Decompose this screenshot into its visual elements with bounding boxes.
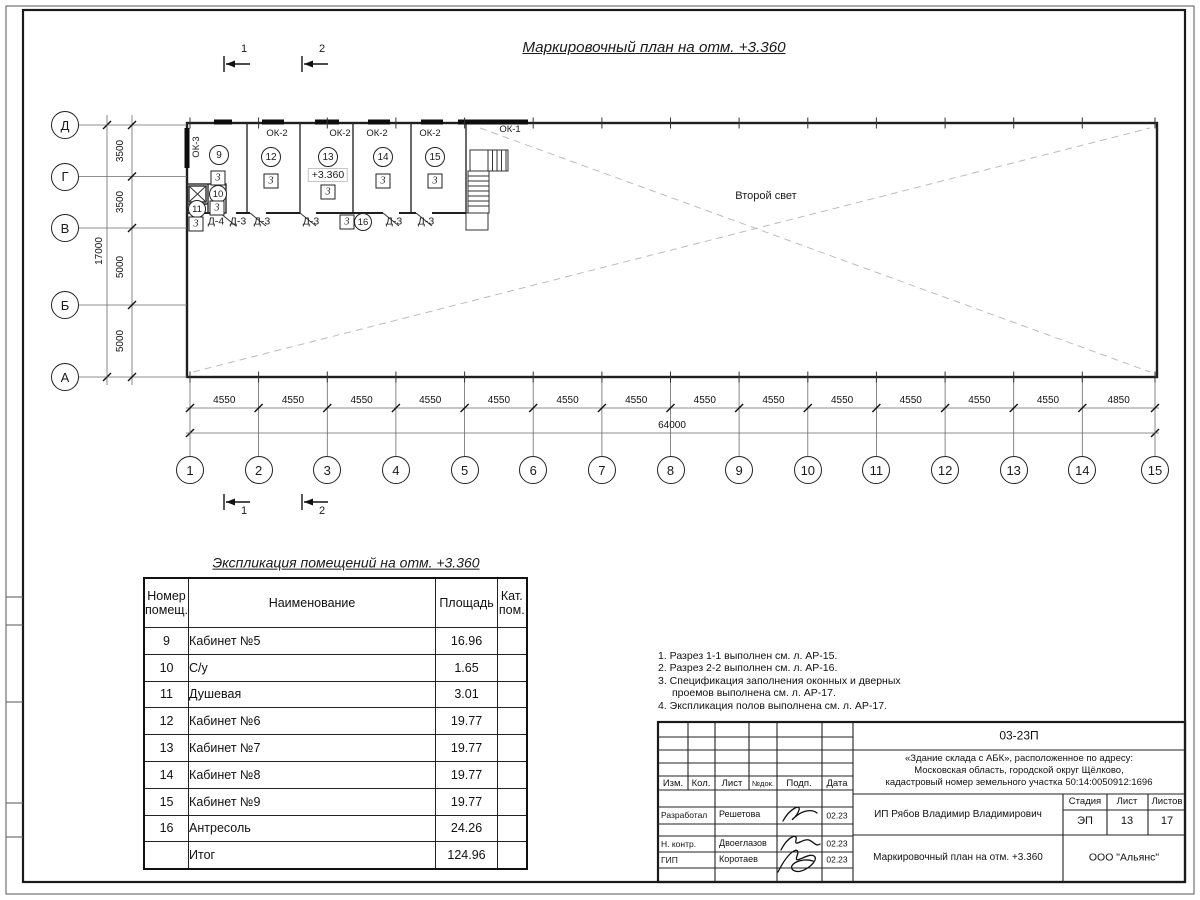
door-label: Д-3 [417,215,435,228]
explication-table [143,577,528,870]
sign-role-2: Н. контр. [661,839,697,849]
column-axis-bubble: 11 [862,456,890,484]
note-line: 1. Разрез 1-1 выполнен см. л. АР-15. [658,650,838,662]
table-cell: 9 [144,628,189,655]
signature-2 [781,836,820,850]
table-cell: Кабинет №5 [189,628,436,655]
table-cell: 19.77 [436,761,498,788]
column-axis-bubble: 5 [451,456,479,484]
room-cat-13: 3 [321,185,336,200]
table-cell: 24.26 [436,815,498,842]
table-cell: 13 [144,735,189,762]
table-cell: Кабинет №8 [189,761,436,788]
table-cell [498,654,527,681]
room-bubble-12: 12 [261,147,281,167]
company-name: ООО "Альянс" [1088,851,1160,864]
column-axis-bubble: 9 [725,456,753,484]
column-axis-bubble: 10 [794,456,822,484]
bay-dim-label: 4550 [899,394,922,406]
table-cell: 15 [144,788,189,815]
window-label-ok2: ОК-2 [266,128,288,140]
column-axis-bubble: 4 [382,456,410,484]
table-cell [498,628,527,655]
margin-stamp-lines [6,597,23,837]
table-cell: Душевая [189,681,436,708]
row-dim-label: 3500 [114,191,126,214]
project-line-2: Московская область, городской округ Щёлково, [914,765,1124,777]
table-row [144,708,527,735]
table-row [144,788,527,815]
col-list: Лист [721,777,743,789]
sheets-value: 17 [1160,815,1174,828]
table-cell: 19.77 [436,788,498,815]
room-cat-16: 3 [340,215,355,230]
sign-date-1: 02.23 [826,810,848,821]
stage-value: ЭП [1077,815,1093,828]
bay-dim-label: 4550 [830,394,854,406]
row-axis-bubble: В [51,214,79,242]
table-cell: Кабинет №6 [189,708,436,735]
table-row [144,681,527,708]
row-dim-label: 5000 [114,329,126,353]
sign-role-1: Разработал [661,810,708,820]
bay-dim-label: 4550 [487,394,511,406]
door-label: Д-3 [253,215,271,228]
row-dim-label: 5000 [114,255,126,278]
room-cat-11: 3 [189,217,204,232]
row-axis-bubble: Г [51,163,79,191]
bay-dim-label: 4550 [419,394,442,406]
column-axis-bubble: 3 [313,456,341,484]
sheets-header: Листов [1151,796,1183,808]
table-row [144,761,527,788]
section-number: 2 [318,505,326,518]
note-line: 2. Разрез 2-2 выполнен см. л. АР-16. [658,662,838,675]
sign-name-2: Двоеглазов [719,838,767,848]
column-axis-bubble: 15 [1141,456,1169,484]
column-axis-bubble: 8 [657,456,685,484]
room-cat-12: 3 [264,174,279,189]
door-label: Д-3 [302,215,320,228]
col-izm: Изм. [662,777,684,789]
table-cell: Кабинет №9 [189,788,436,815]
header-category: Кат. пом. [498,578,527,628]
table-cell: 16 [144,815,189,842]
notes-block [658,650,901,712]
header-name: Наименование [189,578,436,628]
project-line-3: кадастровый номер земельного участка 50:14:0050912:1696 [885,777,1153,789]
void-diagonals [193,128,1150,372]
table-cell: С/у [189,654,436,681]
row-dim-label: 3500 [114,139,126,162]
stair-risers-h [488,150,506,171]
bay-dim-label: 4550 [281,394,305,406]
bay-dim-label: 4550 [762,394,785,406]
room-bubble-9: 9 [209,145,229,165]
header-area: Площадь [436,578,498,628]
row-axis-bubble: Д [51,111,79,139]
col-kol: Кол. [691,777,711,789]
note-line: 4. Экспликация полов выполнена см. л. АР-17. [658,699,887,712]
table-cell: 14 [144,761,189,788]
table-cell: 12 [144,708,189,735]
table-row [144,628,527,655]
row-axis-bubble: А [51,363,79,391]
elevation-label: +3.360 [308,168,348,182]
column-axis-bubble: 1 [176,456,204,484]
note-line: 3. Спецификация заполнения оконных и дверных [658,674,901,687]
sign-date-3: 02.23 [826,854,848,865]
table-cell [498,788,527,815]
bay-dim-label: 4550 [350,394,373,406]
window-label-ok2: ОК-2 [419,128,441,140]
signature-1 [783,807,817,821]
sheet-header: Лист [1116,796,1138,808]
table-cell [498,761,527,788]
table-cell [498,681,527,708]
room-bubble-11: 11 [188,200,206,218]
table-cell: 1.65 [436,654,498,681]
table-row [144,654,527,681]
sign-name-1: Решетова [719,809,761,819]
explication-title: Экспликация помещений на отм. +3.360 [212,554,480,571]
table-row [144,735,527,762]
section-number: 1 [240,505,248,518]
table-cell [498,842,527,869]
column-axis-bubble: 2 [245,456,273,484]
table-cell: 10 [144,654,189,681]
total-dim-bottom: 64000 [658,419,686,431]
col-podp: Подп. [786,777,812,789]
table-cell: Кабинет №7 [189,735,436,762]
window-label-ok3: ОК-3 [191,136,203,158]
table-cell: 19.77 [436,708,498,735]
window-label-ok1: ОК-1 [499,124,521,136]
table-cell: Итог [189,842,436,869]
sheet-value: 13 [1120,815,1134,828]
stage-header: Стадия [1068,796,1102,808]
column-axis-bubble: 14 [1068,456,1096,484]
row-axis-bubble: Б [51,291,79,319]
bay-dim-label: 4550 [213,394,236,406]
column-axis-bubble: 7 [588,456,616,484]
column-axis-bubble: 13 [1000,456,1028,484]
door-label: Д-4 [207,215,225,228]
bay-dim-label: 4850 [1107,394,1130,406]
stair-landing [466,213,488,230]
table-cell: 16.96 [436,628,498,655]
table-row [144,815,527,842]
page-title: Маркировочный план на отм. +3.360 [522,39,786,57]
window-label-ok2: ОК-2 [366,128,388,140]
doc-title: Маркировочный план на отм. +3.360 [873,851,1043,863]
col-ndoc: №док. [752,778,774,788]
second-light-label: Второй свет [735,190,797,203]
note-line: проемов выполнена см. л. АР-17. [672,687,836,700]
room-cat-9: 3 [211,171,226,186]
column-axis-bubble: 12 [931,456,959,484]
bay-dim-label: 4550 [693,394,716,406]
project-line-1: «Здание склада с АБК», расположенное по адресу: [905,753,1133,765]
table-cell: 3.01 [436,681,498,708]
project-code: 03-23П [999,728,1039,743]
sign-name-3: Коротаев [719,854,758,864]
room-cat-14: 3 [376,174,391,189]
table-cell: 19.77 [436,735,498,762]
section-number: 1 [240,43,248,56]
client-name: ИП Рябов Владимир Владимирович [874,808,1042,820]
column-axis-bubble: 6 [519,456,547,484]
table-header-row [144,578,527,628]
room-bubble-15: 15 [425,147,445,167]
total-dim-left: 17000 [93,237,105,265]
table-cell: Антресоль [189,815,436,842]
col-data: Дата [826,777,848,789]
table-cell: 11 [144,681,189,708]
table-cell [498,708,527,735]
sign-date-2: 02.23 [826,838,848,849]
table-row [144,842,527,869]
table-cell [498,735,527,762]
room-bubble-10: 10 [209,185,227,203]
window-label-ok2: ОК-2 [329,128,351,140]
room-cat-10: 3 [210,201,225,216]
table-cell: 124.96 [436,842,498,869]
bay-dim-label: 4550 [625,394,648,406]
stair-risers-v [468,176,489,206]
bay-dim-label: 4550 [556,394,579,406]
room-cat-15: 3 [428,174,443,189]
header-room-number: Номер помещ. [144,578,189,628]
stair-upper-run [470,150,508,171]
stair-lower-run [468,171,489,213]
room-bubble-16: 16 [354,213,372,231]
room-bubble-14: 14 [373,147,393,167]
bay-dim-label: 4550 [968,394,991,406]
bay-dim-label: 4550 [1036,394,1060,406]
room-bubble-13: 13 [318,147,338,167]
door-label: Д-3 [229,215,247,228]
section-number: 2 [318,43,326,56]
door-label: Д-3 [385,215,403,228]
signature-3 [778,850,815,872]
table-cell [498,815,527,842]
sign-role-3: ГИП [661,855,678,865]
table-cell [144,842,189,869]
